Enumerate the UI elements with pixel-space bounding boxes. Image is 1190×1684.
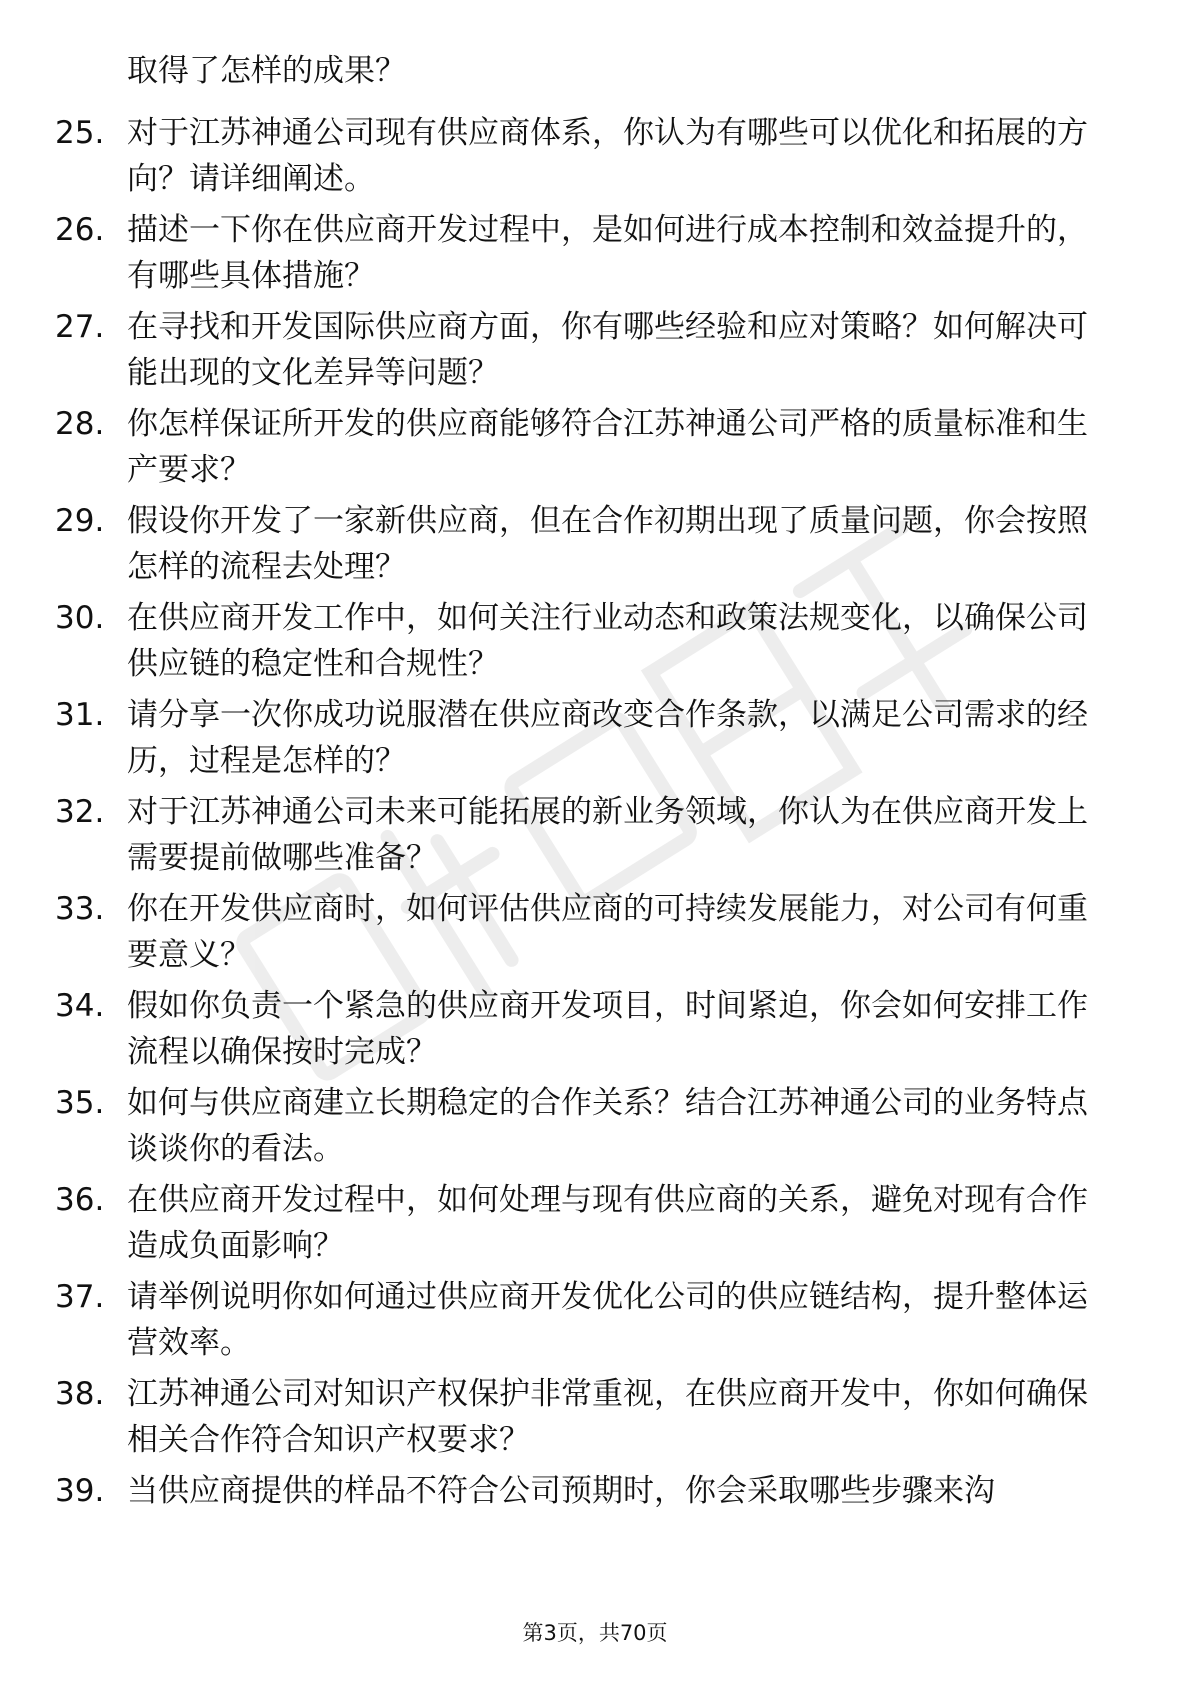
question-number: 27. bbox=[55, 309, 105, 345]
question-number: 35. bbox=[55, 1085, 105, 1121]
list-item bbox=[0, 1468, 1190, 1565]
question-text: 在寻找和开发国际供应商方面，你有哪些经验和应对策略？如何解决可能出现的文化差异等问题？ bbox=[127, 309, 1088, 391]
question-text: 对于江苏神通公司未来可能拓展的新业务领域，你认为在供应商开发上需要提前做哪些准备？ bbox=[127, 794, 1088, 876]
continuation-text: 取得了怎样的成果？ bbox=[127, 53, 406, 89]
question-list bbox=[0, 110, 1190, 1565]
question-number: 26. bbox=[55, 212, 105, 248]
list-item bbox=[0, 498, 1190, 595]
question-text: 请举例说明你如何通过供应商开发优化公司的供应链结构，提升整体运营效率。 bbox=[127, 1279, 1088, 1361]
question-number: 39. bbox=[55, 1473, 105, 1509]
list-item bbox=[0, 789, 1190, 886]
question-text: 在供应商开发过程中，如何处理与现有供应商的关系，避免对现有合作造成负面影响？ bbox=[127, 1182, 1088, 1264]
question-text: 假如你负责一个紧急的供应商开发项目，时间紧迫，你会如何安排工作流程以确保按时完成？ bbox=[127, 988, 1088, 1070]
question-number: 38. bbox=[55, 1376, 105, 1412]
question-number: 34. bbox=[55, 988, 105, 1024]
list-item bbox=[0, 1371, 1190, 1468]
question-number: 30. bbox=[55, 600, 105, 636]
question-number: 33. bbox=[55, 891, 105, 927]
page-number-footer: 第3页，共70页 bbox=[522, 1621, 668, 1645]
question-text: 江苏神通公司对知识产权保护非常重视，在供应商开发中，你如何确保相关合作符合知识产权要求？ bbox=[127, 1376, 1088, 1458]
question-text: 对于江苏神通公司现有供应商体系，你认为有哪些可以优化和拓展的方向？请详细阐述。 bbox=[127, 115, 1088, 197]
question-text: 在供应商开发工作中，如何关注行业动态和政策法规变化，以确保公司供应链的稳定性和合规性？ bbox=[127, 600, 1088, 682]
list-item bbox=[0, 983, 1190, 1080]
question-text: 你怎样保证所开发的供应商能够符合江苏神通公司严格的质量标准和生产要求？ bbox=[127, 406, 1088, 488]
question-text: 如何与供应商建立长期稳定的合作关系？结合江苏神通公司的业务特点谈谈你的看法。 bbox=[127, 1085, 1088, 1167]
question-text: 当供应商提供的样品不符合公司预期时，你会采取哪些步骤来沟 bbox=[127, 1473, 995, 1509]
list-item bbox=[0, 886, 1190, 983]
question-text: 描述一下你在供应商开发过程中，是如何进行成本控制和效益提升的，有哪些具体措施？ bbox=[127, 212, 1088, 294]
question-number: 37. bbox=[55, 1279, 105, 1315]
question-number: 36. bbox=[55, 1182, 105, 1218]
list-item bbox=[0, 401, 1190, 498]
question-text: 请分享一次你成功说服潜在供应商改变合作条款，以满足公司需求的经历，过程是怎样的？ bbox=[127, 697, 1088, 779]
list-item bbox=[0, 110, 1190, 207]
list-item bbox=[0, 304, 1190, 401]
question-text: 假设你开发了一家新供应商，但在合作初期出现了质量问题，你会按照怎样的流程去处理？ bbox=[127, 503, 1088, 585]
question-number: 28. bbox=[55, 406, 105, 442]
list-item bbox=[0, 692, 1190, 789]
question-number: 32. bbox=[55, 794, 105, 830]
list-item bbox=[0, 1274, 1190, 1371]
question-number: 31. bbox=[55, 697, 105, 733]
list-item bbox=[0, 595, 1190, 692]
question-number: 29. bbox=[55, 503, 105, 539]
list-item bbox=[0, 1177, 1190, 1274]
list-item bbox=[0, 207, 1190, 304]
question-text: 你在开发供应商时，如何评估供应商的可持续发展能力，对公司有何重要意义？ bbox=[127, 891, 1088, 973]
question-number: 25. bbox=[55, 115, 105, 151]
list-item bbox=[0, 1080, 1190, 1177]
